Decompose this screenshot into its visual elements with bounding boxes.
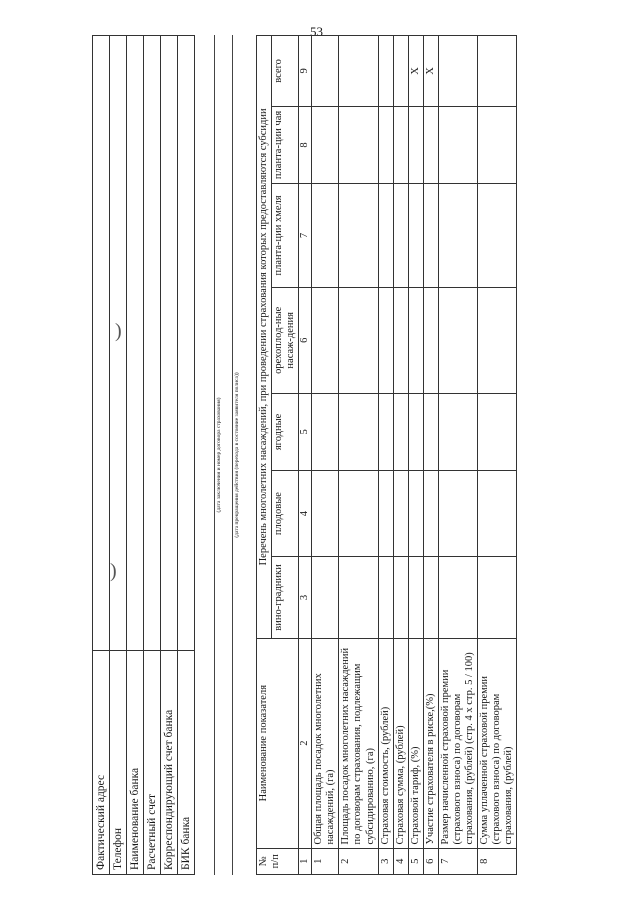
value-cell [408,106,423,183]
header-group: Перечень многолетних насаждений, при проведении страхования которых предоставляются субсидии [257,36,272,639]
header-crop: вино-градники [272,557,299,639]
value-cell [423,184,438,288]
bank-row [161,36,178,875]
value-cell [478,557,517,639]
value-cell [423,287,438,393]
value-cell [393,184,408,288]
header-name: Наименование показателя [257,638,299,848]
total-cell [312,36,339,107]
bank-row-value [93,36,110,651]
bank-row-value [178,36,195,651]
bank-row [178,36,195,875]
table-row [312,36,339,875]
value-cell [393,393,408,470]
bank-row-value [127,36,144,651]
value-cell [312,557,339,639]
row-name: Страховая стоимость, (рублей) [378,638,393,848]
column-number: 8 [299,106,312,183]
value-cell [438,106,477,183]
caption-termination-date: (дата прекращения действия (перехода в состояние заявителя полиса)) [234,372,240,538]
row-number: 5 [408,848,423,874]
row-number: 7 [438,848,477,874]
value-cell [438,287,477,393]
value-cell [423,393,438,470]
value-cell [312,287,339,393]
value-cell [378,557,393,639]
bank-row [127,36,144,875]
value-cell [378,393,393,470]
value-cell [438,557,477,639]
total-cell: Х [408,36,423,107]
value-cell [378,287,393,393]
header-crop: планта-ции чая [272,106,299,183]
header-crop: плодовые [272,471,299,557]
bank-row-value [144,36,161,651]
column-number: 7 [299,184,312,288]
value-cell [438,471,477,557]
value-cell [408,184,423,288]
row-number: 4 [393,848,408,874]
value-cell [339,471,378,557]
bank-row [93,36,110,875]
row-name: Страховой тариф, (%) [408,638,423,848]
value-cell [378,471,393,557]
value-cell [408,393,423,470]
value-cell [378,184,393,288]
bank-row-label: Наименование банка [127,651,144,875]
value-cell [339,393,378,470]
column-number: 4 [299,471,312,557]
table-row [339,36,378,875]
value-cell [423,471,438,557]
row-number: 1 [312,848,339,874]
header-crop: орехоплод-ные насаж-дения [272,287,299,393]
column-number: 6 [299,287,312,393]
value-cell [438,393,477,470]
binding-mark: ) [110,560,117,582]
total-cell: Х [423,36,438,107]
value-cell [339,106,378,183]
value-cell [393,287,408,393]
signature-line [232,35,233,875]
row-number: 3 [378,848,393,874]
column-number: 1 [299,848,312,874]
table-row [438,36,477,875]
value-cell [478,106,517,183]
bank-row-value [110,36,127,651]
value-cell [339,557,378,639]
value-cell [312,393,339,470]
value-cell [423,557,438,639]
value-cell [312,471,339,557]
row-name: Размер начисленной страховой премии (страхового взноса) по договорам страхования, (рублей) (стр. 4 х стр. 5 / 100) [438,638,477,848]
value-cell [393,471,408,557]
column-number: 3 [299,557,312,639]
value-cell [478,184,517,288]
column-number: 9 [299,36,312,107]
value-cell [408,557,423,639]
value-cell [423,106,438,183]
row-name: Участие страхователя в риске,(%) [423,638,438,848]
caption-contract-date: (дата заключения и номер договора страхования) [216,397,222,513]
bank-row-value [161,36,178,651]
value-cell [393,106,408,183]
page-number: 53 [310,24,323,39]
bank-row [110,36,127,875]
table-row [478,36,517,875]
row-name: Сумма уплаченной страховой премии (страхового взноса) по договорам страхования, (рублей) [478,638,517,848]
value-cell [312,106,339,183]
total-cell [378,36,393,107]
value-cell [378,106,393,183]
row-number: 6 [423,848,438,874]
header-num: № п/п [257,848,299,874]
bank-details-table [92,35,195,875]
bank-row-label: Телефон [110,651,127,875]
row-name: Страховая сумма, (рублей) [393,638,408,848]
value-cell [478,393,517,470]
value-cell [408,287,423,393]
row-name: Общая площадь посадок многолетних насаждений, (га) [312,638,339,848]
value-cell [438,184,477,288]
signature-line [214,35,215,875]
value-cell [478,287,517,393]
binding-mark: ) [115,320,122,342]
table-row [408,36,423,875]
bank-row-label: Расчетный счет [144,651,161,875]
column-number: 2 [299,638,312,848]
table-row [378,36,393,875]
row-name: Площадь посадок многолетних насаждений по договорам страхования, подлежащим субсидированию, (га) [339,638,378,848]
header-crop: ягодные [272,393,299,470]
value-cell [478,471,517,557]
bank-row [144,36,161,875]
bank-row-label: Фактический адрес [93,651,110,875]
table-row [393,36,408,875]
total-cell [478,36,517,107]
header-crop: всего [272,36,299,107]
subsidy-table [256,35,517,875]
value-cell [339,184,378,288]
column-number: 5 [299,393,312,470]
value-cell [339,287,378,393]
value-cell [312,184,339,288]
value-cell [393,557,408,639]
header-crop: планта-ции хмеля [272,184,299,288]
total-cell [339,36,378,107]
total-cell [438,36,477,107]
row-number: 8 [478,848,517,874]
bank-row-label: Корреспондирующий счет банка [161,651,178,875]
value-cell [408,471,423,557]
table-row [423,36,438,875]
total-cell [393,36,408,107]
rotated-form [92,5,632,875]
row-number: 2 [339,848,378,874]
bank-row-label: БИК банка [178,651,195,875]
